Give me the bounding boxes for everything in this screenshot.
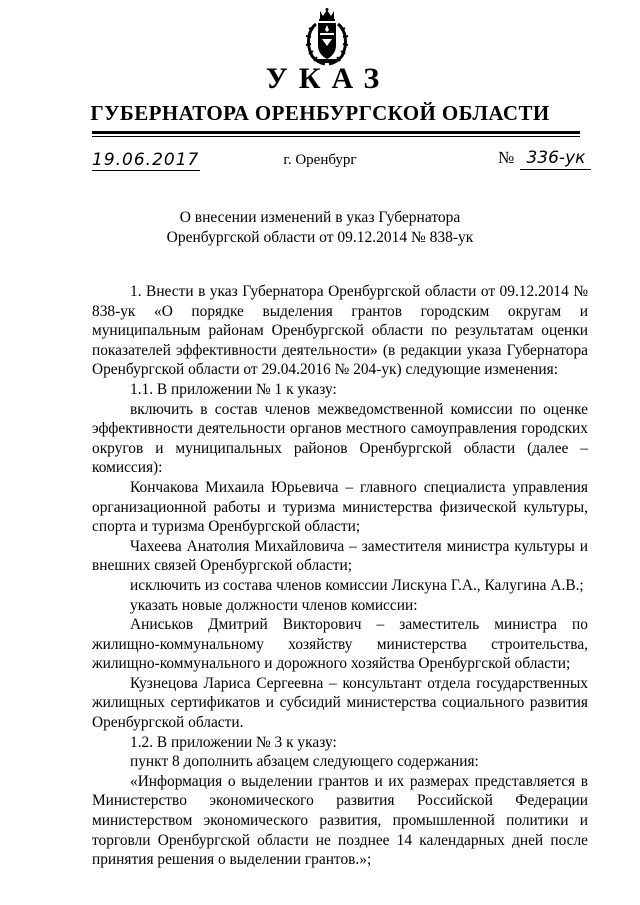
body-paragraph: 1.1. В приложении № 1 к указу: [130, 380, 337, 398]
decree-subject-line: Оренбургской области от 09.12.2014 № 838-ук [166, 229, 474, 246]
body-paragraph: 1.2. В приложении № 3 к указу: [130, 733, 337, 751]
header-rule-thin [92, 136, 580, 137]
decree-number-block [498, 147, 591, 170]
decree-body [92, 282, 588, 870]
body-paragraph: Аниськов Дмитрий Викторович – заместитель министра по жилищно-коммунальному хозяйству министерства строительства, жилищно-коммунального и дорожного хозяйства Оренбургской области; [92, 616, 588, 673]
decree-subject-line: О внесении изменений в указ Губернатора [179, 209, 461, 226]
body-paragraph: указать новые должности членов комиссии: [130, 596, 418, 614]
body-paragraph: включить в состав членов межведомственной комиссии по оценке эффективности деятельности органов местного самоуправления городских округов и муниципальных районов Оренбургской области (далее – комиссия): [92, 400, 588, 477]
body-paragraph: пункт 8 дополнить абзацем следующего содержания: [130, 753, 479, 771]
decree-city: г. Оренбург [283, 152, 357, 168]
body-paragraph: Кончакова Михаила Юрьевича – главного специалиста управления организационной работы и туризма министерства физической культуры, спорта и туризма Оренбургской области; [92, 478, 588, 536]
decree-subject [0, 208, 640, 248]
decree-number-label: № [498, 148, 515, 167]
decree-date: 19.06.2017 [92, 150, 200, 170]
document-type-heading: УКАЗ [265, 62, 391, 95]
coat-of-arms-icon [303, 8, 351, 66]
decree-number: 336-ук [520, 147, 591, 170]
header-rule-thick [92, 131, 580, 134]
body-paragraph: Чахеева Анатолия Михайловича – заместителя министра культуры и внешних связей Оренбургской области; [92, 537, 588, 575]
body-paragraph: Кузнецова Лариса Сергеевна – консультант отдела государственных жилищных сертификатов и субсидий министерства социального развития Оренбургской области. [92, 674, 588, 732]
body-paragraph: 1. Внести в указ Губернатора Оренбургской области от 09.12.2014 № 838-ук «О порядке выделения грантов городским округам и муниципальным районам Оренбургской области по результатам оценки показателей эффективности деятельности» (в редакции указа Губернатора Оренбургской области от 29.04.2016 № 204-ук) следующие изменения: [92, 283, 588, 379]
body-paragraph: исключить из состава членов комиссии Лискуна Г.А., Калугина А.В.; [130, 576, 584, 594]
body-paragraph: «Информация о выделении грантов и их размерах представляется в Министерство экономического развития Российской Федерации министерством экономического развития, промышленной политики и торговли Оренбургской области не позднее 14 календарных дней после принятия решения о выделении грантов.»; [92, 772, 588, 869]
issuing-authority-heading: ГУБЕРНАТОРА ОРЕНБУРГСКОЙ ОБЛАСТИ [90, 101, 550, 125]
